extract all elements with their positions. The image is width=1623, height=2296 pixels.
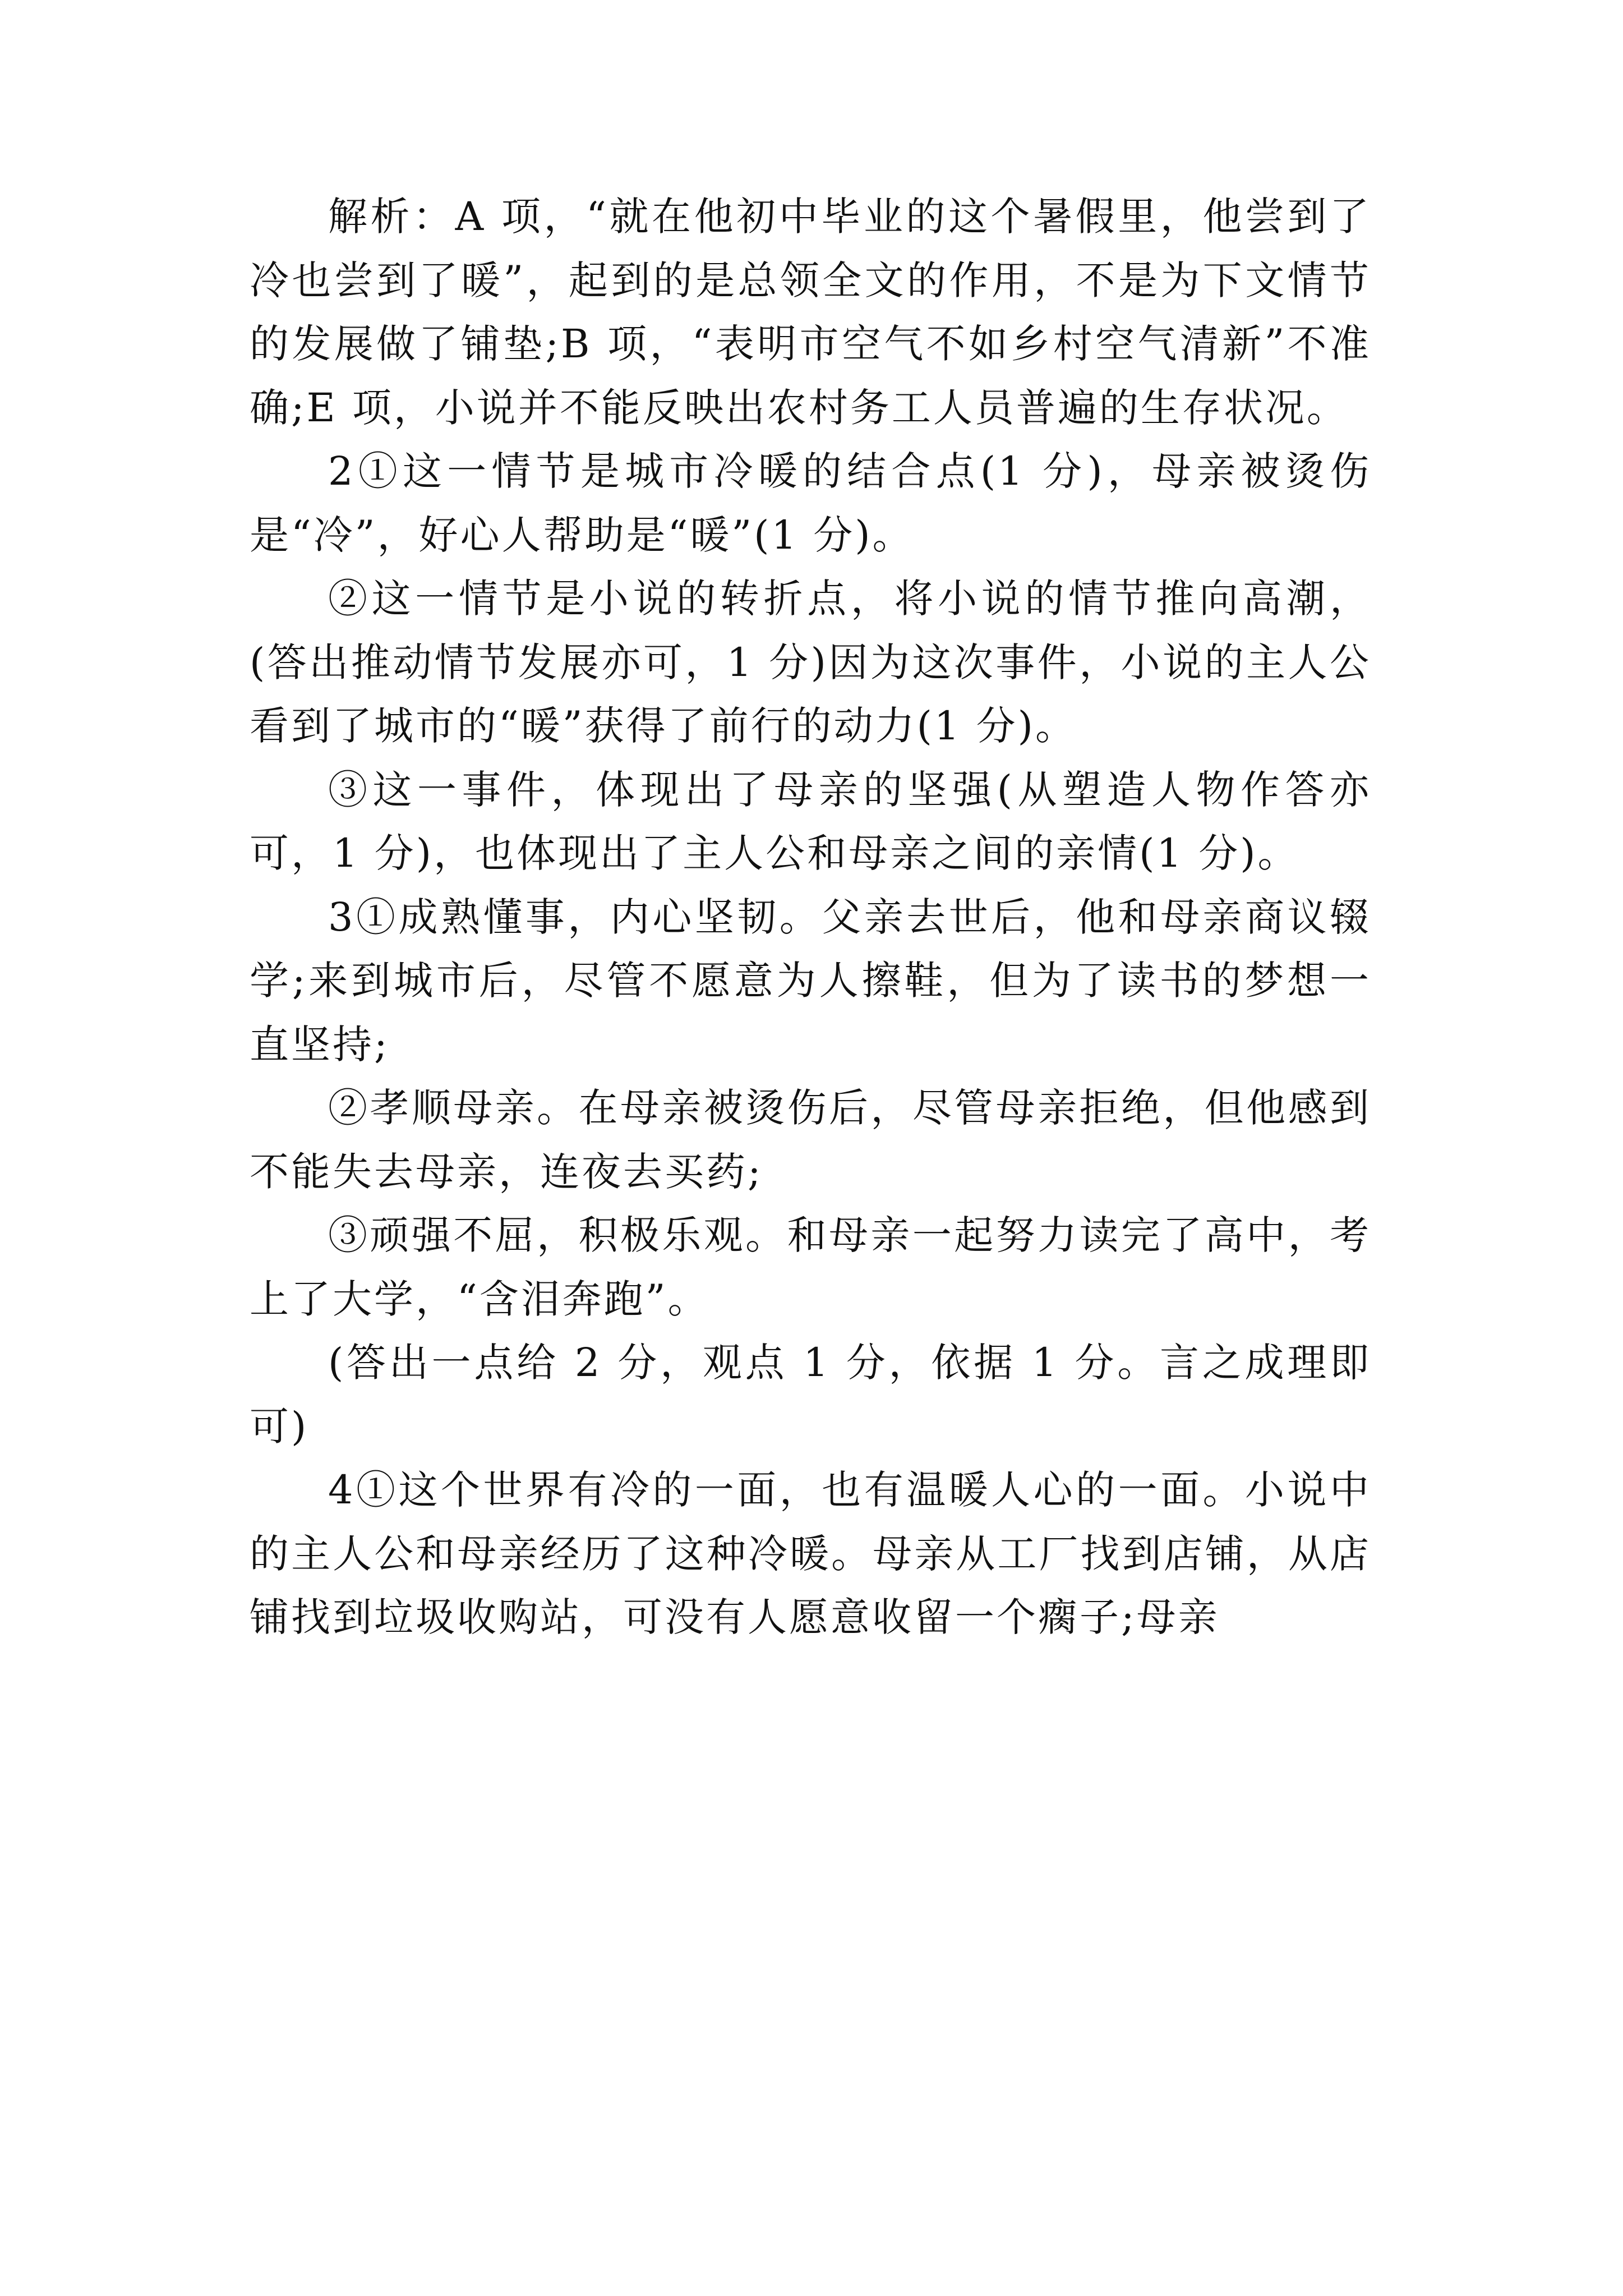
paragraph-answer-3-point-1: 3①成熟懂事，内心坚韧。父亲去世后，他和母亲商议辍学;来到城市后，尽管不愿意为人擦鞋，但为了读书的梦想一直坚持; (250, 894, 1371, 1068)
paragraph-answer-2-point-3: ③这一事件，体现出了母亲的坚强(从塑造人物作答亦可，1 分)，也体现出了主人公和母亲之间的亲情(1 分)。 (250, 766, 1371, 876)
paragraph-answer-3-point-2: ②孝顺母亲。在母亲被烫伤后，尽管母亲拒绝，但他感到不能失去母亲，连夜去买药; (250, 1085, 1371, 1195)
paragraph-analysis: 解析：A 项，“就在他初中毕业的这个暑假里，他尝到了冷也尝到了暖”，起到的是总领全文的作用，不是为下文情节的发展做了铺垫;B 项，“表明市空气不如乡村空气清新”不准确;E 项，小说并不能反映出农村务工人员普遍的生存状况。 (250, 194, 1371, 431)
paragraph-answer-3-point-3: ③顽强不屈，积极乐观。和母亲一起努力读完了高中，考上了大学，“含泪奔跑”。 (250, 1212, 1371, 1322)
paragraph-answer-2-point-1: 2①这一情节是城市冷暖的结合点(1 分)，母亲被烫伤是“冷”，好心人帮助是“暖”(1 分)。 (250, 448, 1371, 558)
paragraph-answer-2-point-2: ②这一情节是小说的转折点，将小说的情节推向高潮，(答出推动情节发展亦可，1 分)因为这次事件，小说的主人公看到了城市的“暖”获得了前行的动力(1 分)。 (250, 576, 1371, 749)
paragraph-scoring-note: (答出一点给 2 分，观点 1 分，依据 1 分。言之成理即可) (250, 1340, 1371, 1450)
paragraph-answer-4-point-1: 4①这个世界有冷的一面，也有温暖人心的一面。小说中的主人公和母亲经历了这种冷暖。母亲从工厂找到店铺，从店铺找到垃圾收购站，可没有人愿意收留一个瘸子;母亲 (250, 1467, 1371, 1640)
answer-text-body (250, 185, 1371, 1650)
